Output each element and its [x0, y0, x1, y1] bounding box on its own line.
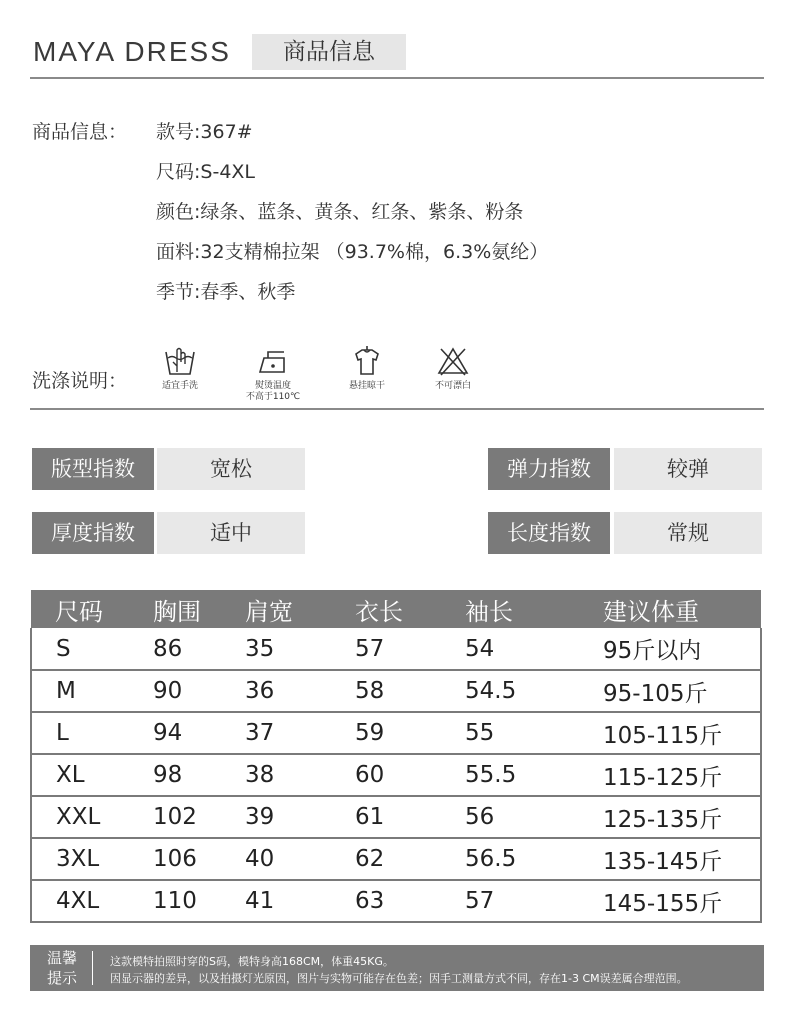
info-fabric: 面料:32支精棉拉架 （93.7%棉，6.3%氨纶）	[156, 241, 549, 263]
size-table-header	[31, 590, 761, 628]
col-header-bust: 胸围	[131, 590, 239, 628]
iron-icon	[256, 344, 290, 378]
cell-bust: 102	[131, 796, 239, 838]
cell-size: 3XL	[31, 838, 131, 880]
cell-size: L	[31, 712, 131, 754]
wash-text-iron: 熨烫温度 不高于110℃	[245, 381, 301, 402]
table-row	[31, 838, 761, 880]
col-header-weight: 建议体重	[579, 590, 761, 628]
wash-item-bleach	[413, 344, 493, 392]
col-header-shoulder: 肩宽	[239, 590, 349, 628]
hang-dry-icon	[350, 344, 384, 378]
cell-weight: 125-135斤	[579, 796, 761, 838]
cell-bust: 106	[131, 838, 239, 880]
table-row	[31, 712, 761, 754]
info-size-range: 尺码:S-4XL	[156, 161, 256, 183]
cell-length: 61	[349, 796, 459, 838]
cell-bust: 98	[131, 754, 239, 796]
thickness-index-label: 厚度指数	[32, 512, 154, 554]
col-header-length: 衣长	[349, 590, 459, 628]
divider-middle	[30, 408, 764, 410]
hand-wash-icon	[163, 344, 197, 378]
cell-weight: 95-105斤	[579, 670, 761, 712]
info-colors: 颜色:绿条、蓝条、黄条、红条、紫条、粉条	[156, 201, 524, 223]
cell-size: S	[31, 628, 131, 670]
footer-separator	[92, 951, 93, 985]
wash-item-iron	[233, 344, 313, 403]
cell-size: M	[31, 670, 131, 712]
cell-weight: 115-125斤	[579, 754, 761, 796]
elasticity-index-label: 弹力指数	[488, 448, 610, 490]
wash-item-hang	[327, 344, 407, 392]
table-row	[31, 754, 761, 796]
cell-sleeve: 56.5	[459, 838, 579, 880]
cell-weight: 145-155斤	[579, 880, 761, 922]
cell-bust: 110	[131, 880, 239, 922]
col-header-size: 尺码	[31, 590, 131, 628]
length-index-label: 长度指数	[488, 512, 610, 554]
cell-shoulder: 40	[239, 838, 349, 880]
cell-size: 4XL	[31, 880, 131, 922]
table-row	[31, 796, 761, 838]
product-info-label: 商品信息：	[32, 121, 128, 143]
length-index-value: 常规	[614, 512, 762, 554]
footer-tag	[40, 948, 84, 988]
cell-sleeve: 54.5	[459, 670, 579, 712]
cell-shoulder: 35	[239, 628, 349, 670]
cell-shoulder: 38	[239, 754, 349, 796]
table-row	[31, 880, 761, 922]
cell-weight: 105-115斤	[579, 712, 761, 754]
footer-tag-line1: 温馨	[46, 949, 77, 967]
cell-bust: 90	[131, 670, 239, 712]
cell-length: 58	[349, 670, 459, 712]
cell-sleeve: 55.5	[459, 754, 579, 796]
info-style-number: 款号:367#	[156, 121, 253, 143]
info-season: 季节:春季、秋季	[156, 281, 296, 303]
divider-top	[30, 77, 764, 79]
table-row	[31, 670, 761, 712]
cell-sleeve: 57	[459, 880, 579, 922]
wash-item-hand	[140, 344, 220, 392]
wash-text-hang: 悬挂晾干	[348, 381, 385, 391]
cell-sleeve: 55	[459, 712, 579, 754]
cell-shoulder: 41	[239, 880, 349, 922]
brand-title: MAYA DRESS	[33, 36, 231, 67]
fit-index-label: 版型指数	[32, 448, 154, 490]
cell-length: 62	[349, 838, 459, 880]
cell-length: 60	[349, 754, 459, 796]
thickness-index-value: 适中	[157, 512, 305, 554]
cell-size: XXL	[31, 796, 131, 838]
cell-size: XL	[31, 754, 131, 796]
wash-text-hand: 适宜手洗	[161, 381, 198, 391]
no-bleach-icon	[436, 344, 470, 378]
cell-shoulder: 36	[239, 670, 349, 712]
fit-index-value: 宽松	[157, 448, 305, 490]
cell-length: 63	[349, 880, 459, 922]
cell-bust: 86	[131, 628, 239, 670]
cell-shoulder: 37	[239, 712, 349, 754]
wash-text-bleach: 不可漂白	[434, 381, 471, 391]
wash-label: 洗涤说明：	[32, 370, 128, 392]
footer-line-model: 这款模特拍照时穿的S码，模特身高168CM，体重45KG。	[110, 955, 394, 968]
col-header-sleeve: 袖长	[459, 590, 579, 628]
footer-line-disclaimer: 因显示器的差异，以及拍摄灯光原因，图片与实物可能存在色差；因手工测量方式不同，存在1-3 CM误差属合理范围。	[110, 972, 688, 985]
cell-weight: 95斤以内	[579, 628, 761, 670]
cell-sleeve: 54	[459, 628, 579, 670]
size-table	[30, 590, 762, 923]
cell-length: 57	[349, 628, 459, 670]
table-row	[31, 628, 761, 670]
elasticity-index-value: 较弹	[614, 448, 762, 490]
cell-length: 59	[349, 712, 459, 754]
cell-bust: 94	[131, 712, 239, 754]
section-tag-product-info: 商品信息	[252, 34, 406, 70]
cell-weight: 135-145斤	[579, 838, 761, 880]
footer-notice	[30, 945, 764, 991]
footer-tag-line2: 提示	[46, 969, 77, 987]
cell-shoulder: 39	[239, 796, 349, 838]
cell-sleeve: 56	[459, 796, 579, 838]
